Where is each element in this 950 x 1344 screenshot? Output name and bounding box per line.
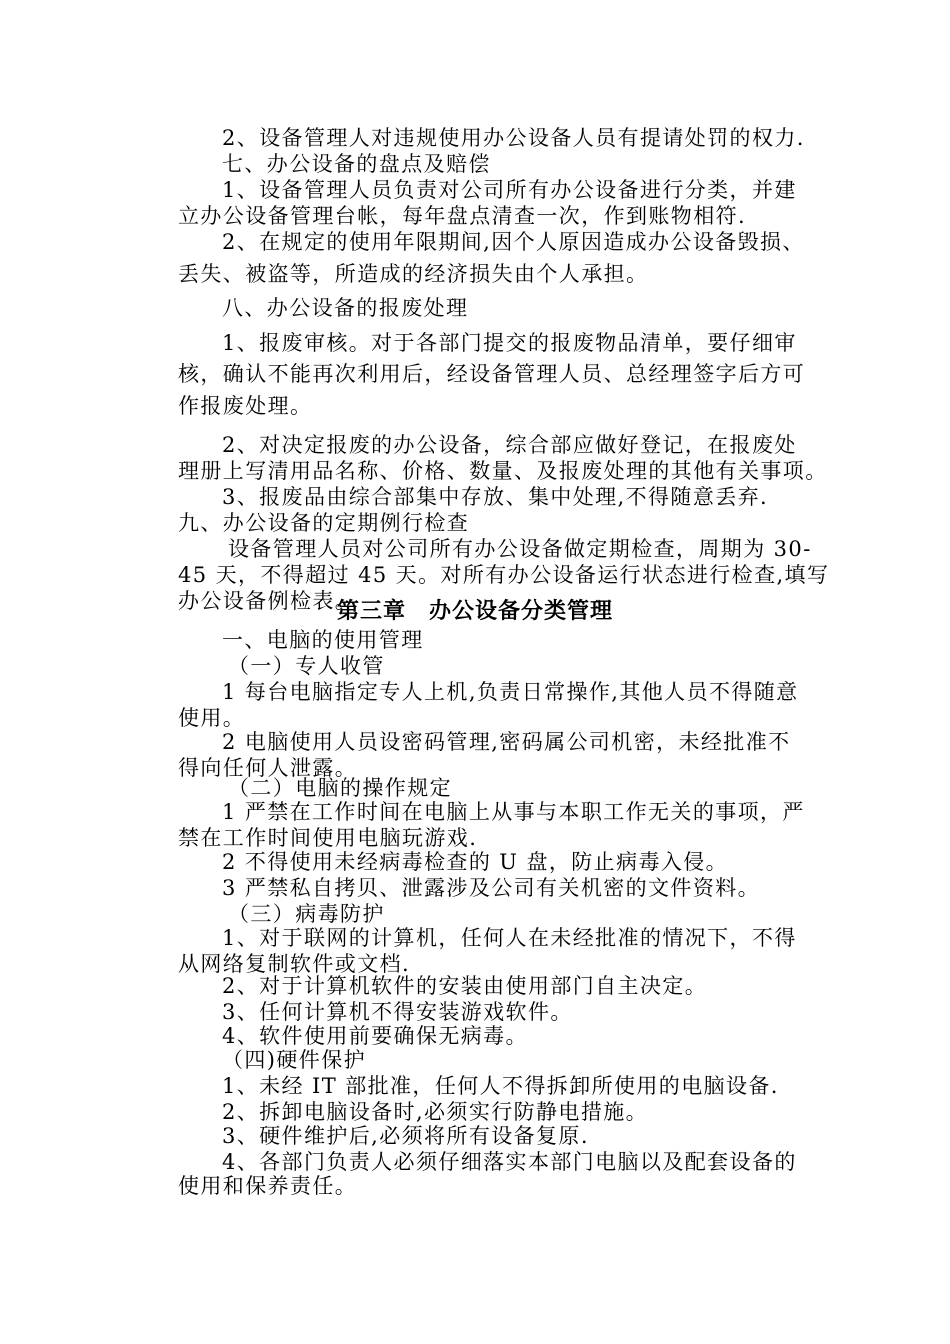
text-line: 立办公设备管理台帐，每年盘点清查一次，作到账物相符.: [178, 204, 747, 228]
text-line: 从网络复制软件或文档.: [178, 952, 411, 976]
section-heading-9: 九、办公设备的定期例行检查: [178, 511, 470, 535]
subsection-heading: （四)硬件保护: [222, 1048, 366, 1072]
text-line: 1、未经 IT 部批准，任何人不得拆卸所使用的电脑设备.: [222, 1074, 779, 1098]
text-line: 3、报废品由综合部集中存放、集中处理,不得随意丢弃.: [222, 485, 769, 509]
text-line: 2、拆卸电脑设备时,必须实行防静电措施。: [222, 1100, 649, 1124]
text-line: 核，确认不能再次利用后，经设备管理人员、总经理签字后方可: [178, 362, 806, 386]
text-line: 使用和保养责任。: [178, 1174, 358, 1198]
text-line: 2 电脑使用人员设密码管理,密码属公司机密，未经批准不: [222, 730, 791, 754]
text-line: 使用。: [178, 706, 246, 730]
subsection-heading: （一）专人收管: [228, 654, 385, 678]
text-line: 2、设备管理人对违规使用办公设备人员有提请处罚的权力.: [222, 126, 805, 150]
text-line: 45 天，不得超过 45 天。对所有办公设备运行状态进行检查,填写: [178, 563, 830, 587]
text-line: 1 严禁在工作时间在电脑上从事与本职工作无关的事项，严: [222, 800, 805, 824]
subsection-heading: （三）病毒防护: [228, 902, 385, 926]
text-line: 3 严禁私自拷贝、泄露涉及公司有关机密的文件资料。: [222, 876, 761, 900]
text-line: 禁在工作时间使用电脑玩游戏.: [178, 826, 478, 850]
text-line: 2、对于计算机软件的安装由使用部门自主决定。: [222, 974, 708, 998]
section-heading-1: 一、电脑的使用管理: [222, 628, 424, 652]
text-line: 3、任何计算机不得安装游戏软件。: [222, 1000, 573, 1024]
section-heading-8: 八、办公设备的报废处理: [222, 296, 469, 320]
text-line: 2、在规定的使用年限期间,因个人原因造成办公设备毁损、: [222, 230, 805, 254]
text-line: 1、报废审核。对于各部门提交的报废物品清单，要仔细审: [222, 331, 797, 355]
text-line: 得向任何人泄露。: [178, 756, 358, 780]
text-line: 理册上写清用品名称、价格、数量、及报废处理的其他有关事项。: [178, 459, 828, 483]
text-line: 1 每台电脑指定专人上机,负责日常操作,其他人员不得随意: [222, 680, 799, 704]
text-line: 办公设备例检表。: [178, 589, 358, 613]
text-line: 设备管理人员对公司所有办公设备做定期检查，周期为 30-: [228, 537, 812, 561]
text-line: 4、各部门负责人必须仔细落实本部门电脑以及配套设备的: [222, 1150, 797, 1174]
text-line: 丢失、被盗等，所造成的经济损失由个人承担。: [178, 262, 649, 286]
subsection-heading: （二）电脑的操作规定: [228, 776, 452, 800]
text-line: 1、设备管理人员负责对公司所有办公设备进行分类，并建: [222, 178, 797, 202]
section-heading-7: 七、办公设备的盘点及赔偿: [222, 152, 491, 176]
text-line: 3、硬件维护后,必须将所有设备复原.: [222, 1124, 589, 1148]
text-line: 作报废处理。: [178, 394, 313, 418]
text-line: 4、软件使用前要确保无病毒。: [222, 1024, 528, 1048]
chapter-title: 第三章 办公设备分类管理: [336, 599, 613, 624]
text-line: 1、对于联网的计算机，任何人在未经批准的情况下，不得: [222, 926, 797, 950]
text-line: 2 不得使用未经病毒检查的 U 盘，防止病毒入侵。: [222, 850, 729, 874]
text-line: 2、对决定报废的办公设备，综合部应做好登记，在报废处: [222, 433, 797, 457]
